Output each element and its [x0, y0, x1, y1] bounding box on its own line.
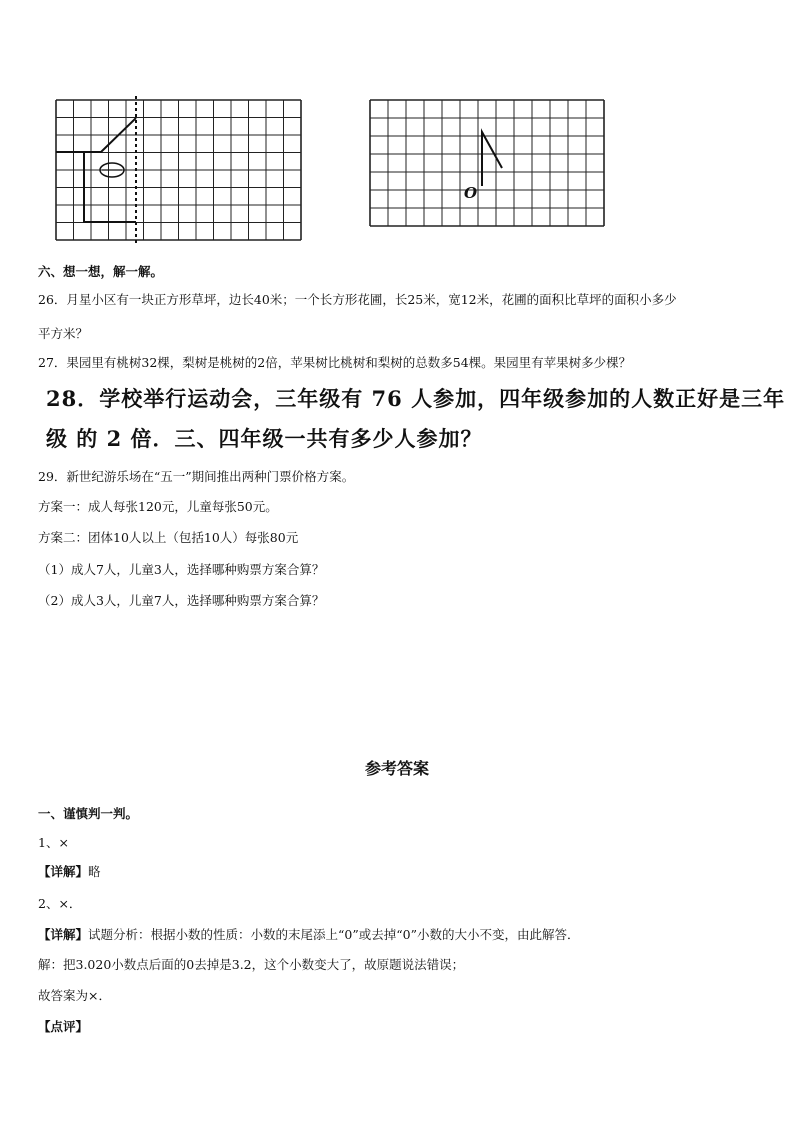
question-29-sub2: （2）成人3人，儿童7人，选择哪种购票方案合算？: [38, 593, 325, 608]
question-29-plan2: 方案二：团体10人以上（包括10人）每张80元: [38, 530, 299, 545]
answer-2-solution: 解：把3.020小数点后面的0去掉是3.2，这个小数变大了，故原题说法错误；: [38, 957, 465, 972]
answer-2-comment-tag: 【点评】: [38, 1019, 89, 1034]
rotation-segment: [482, 132, 502, 186]
answers-title: 参考答案: [364, 759, 429, 778]
question-28-line2: 级 的 2 倍．三、四年级一共有多少人参加？: [46, 426, 483, 451]
detail-tag: 【详解】: [38, 864, 89, 879]
answer-2-detail: [38, 927, 580, 943]
question-26-line1: 26．月星小区有一块正方形草坪，边长40米；一个长方形花圃，长25米，宽12米，花圃的面积比草坪的面积小多少: [38, 292, 677, 307]
question-29-plan1: 方案一：成人每张120元，儿童每张50元。: [38, 499, 278, 514]
question-29-sub1: （1）成人7人，儿童3人，选择哪种购票方案合算？: [38, 562, 325, 577]
detail-text: 试题分析：根据小数的性质：小数的末尾添上“0”或去掉“0”小数的大小不变，由此解答．: [88, 927, 580, 942]
question-26-line2: 平方米？: [38, 326, 89, 341]
detail-text: 略: [88, 864, 101, 879]
answer-2: 2、×．: [38, 896, 82, 911]
question-28-line1: 28．学校举行运动会，三年级有 76 人参加，四年级参加的人数正好是三年: [46, 386, 786, 411]
detail-tag: 【详解】: [38, 927, 89, 942]
rotation-grid-figure: [366, 96, 606, 244]
symmetry-grid-figure: [50, 96, 310, 244]
symmetry-grid-svg: [50, 96, 310, 244]
answer-1: 1、×: [38, 835, 69, 850]
rotation-point-label: O: [464, 184, 478, 202]
question-29-intro: 29．新世纪游乐场在“五一”期间推出两种门票价格方案。: [38, 469, 355, 484]
answer-2-conclusion: 故答案为×．: [38, 988, 111, 1003]
answer-1-detail: [38, 864, 101, 880]
section-heading: 六、想一想，解一解。: [38, 264, 164, 279]
rotation-grid-svg: [366, 96, 606, 244]
question-27: 27．果园里有桃树32棵，梨树是桃树的2倍，苹果树比桃树和梨树的总数多54棵。果园里有苹果树多少棵？: [38, 355, 632, 370]
answers-section1-heading: 一、谨慎判一判。: [38, 806, 139, 821]
